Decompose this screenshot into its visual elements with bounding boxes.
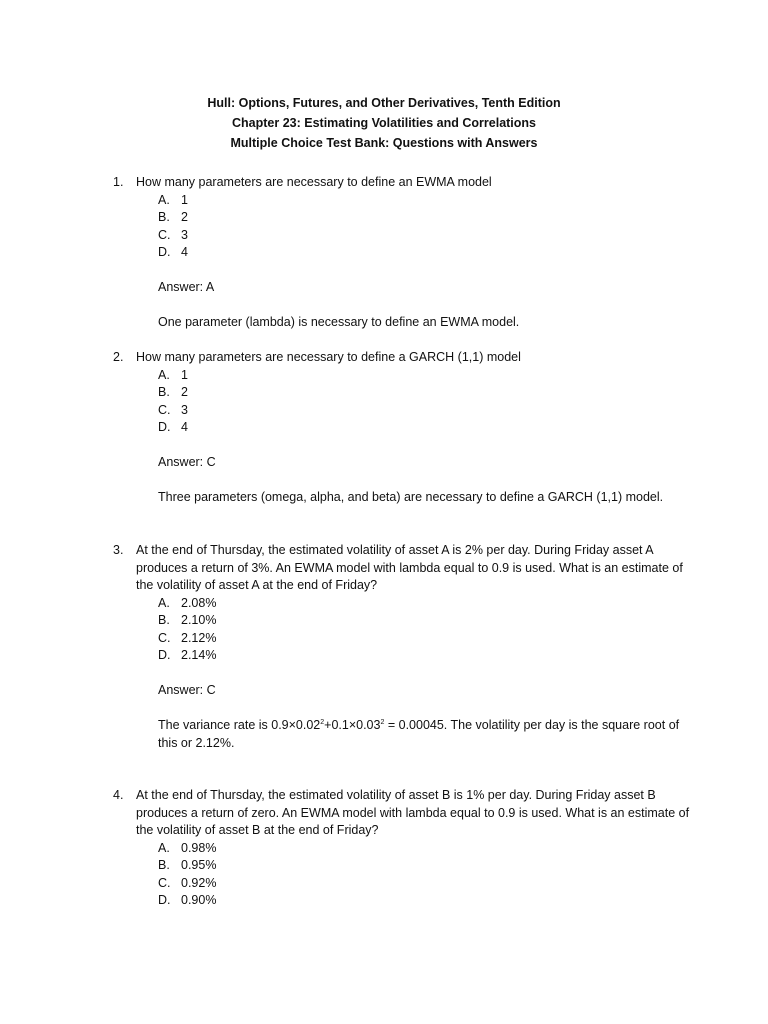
question-2 bbox=[113, 349, 713, 507]
option-b bbox=[158, 384, 713, 402]
option-letter: A. bbox=[158, 840, 170, 855]
option-text: 0.90% bbox=[181, 893, 217, 907]
option-text: 2.12% bbox=[181, 630, 217, 645]
option-letter: B. bbox=[158, 210, 170, 224]
option-list bbox=[158, 367, 713, 437]
option-list bbox=[158, 840, 713, 910]
question-4 bbox=[113, 787, 713, 922]
option-text: 2.08% bbox=[181, 595, 217, 610]
document-header bbox=[0, 93, 768, 153]
option-a bbox=[158, 192, 713, 210]
answer-explanation bbox=[158, 717, 698, 752]
option-c bbox=[158, 630, 713, 648]
question-1 bbox=[113, 174, 713, 332]
explanation-text: = 0.00045. The volatility per day is the square root of this or 2.12%. bbox=[158, 718, 680, 750]
option-text: 2 bbox=[181, 385, 188, 399]
question-text: At the end of Thursday, the estimated volatility of asset B is 1% per day. During Friday asset B produces a return of zero. An EWMA model with lambda equal to 0.9 is used. What is an estimate of the volatility of asset B at the end of Friday? bbox=[136, 788, 690, 837]
option-a bbox=[158, 367, 713, 385]
test-bank-title: Multiple Choice Test Bank: Questions with Answers bbox=[230, 136, 538, 150]
option-text: 0.92% bbox=[181, 875, 217, 890]
option-d bbox=[158, 419, 713, 437]
option-d bbox=[158, 244, 713, 262]
option-a bbox=[158, 840, 713, 858]
answer-line: Answer: A bbox=[158, 280, 215, 294]
option-text: 3 bbox=[181, 227, 188, 242]
option-text: 0.98% bbox=[181, 840, 217, 855]
option-letter: D. bbox=[158, 420, 171, 434]
option-letter: B. bbox=[158, 613, 170, 627]
option-text: 4 bbox=[181, 245, 188, 259]
option-text: 2 bbox=[181, 210, 188, 224]
book-title: Hull: Options, Futures, and Other Derivatives, Tenth Edition bbox=[207, 96, 561, 110]
option-c bbox=[158, 402, 713, 420]
question-number: 1. bbox=[113, 175, 124, 189]
option-b bbox=[158, 209, 713, 227]
option-text: 1 bbox=[181, 192, 188, 207]
option-text: 2.10% bbox=[181, 613, 217, 627]
exponent: 2 bbox=[380, 718, 385, 726]
option-letter: A. bbox=[158, 367, 170, 382]
option-list bbox=[158, 192, 713, 262]
option-d bbox=[158, 892, 713, 910]
question-text: How many parameters are necessary to define an EWMA model bbox=[136, 175, 492, 189]
question-number: 4. bbox=[113, 788, 124, 802]
option-b bbox=[158, 612, 713, 630]
chapter-title: Chapter 23: Estimating Volatilities and Correlations bbox=[232, 116, 536, 130]
option-a bbox=[158, 595, 713, 613]
option-letter: C. bbox=[158, 402, 171, 417]
answer-line: Answer: C bbox=[158, 683, 216, 697]
option-b bbox=[158, 857, 713, 875]
option-letter: D. bbox=[158, 893, 171, 907]
answer-explanation: Three parameters (omega, alpha, and beta) are necessary to define a GARCH (1,1) model. bbox=[158, 490, 664, 504]
exponent: 2 bbox=[320, 718, 325, 726]
option-letter: D. bbox=[158, 648, 171, 662]
option-c bbox=[158, 227, 713, 245]
option-text: 1 bbox=[181, 367, 188, 382]
question-text: How many parameters are necessary to define a GARCH (1,1) model bbox=[136, 350, 521, 364]
option-letter: C. bbox=[158, 227, 171, 242]
answer-line: Answer: C bbox=[158, 455, 216, 469]
option-text: 3 bbox=[181, 402, 188, 417]
option-letter: D. bbox=[158, 245, 171, 259]
option-letter: C. bbox=[158, 875, 171, 890]
option-text: 2.14% bbox=[181, 648, 217, 662]
option-c bbox=[158, 875, 713, 893]
question-number: 3. bbox=[113, 543, 124, 557]
answer-explanation: One parameter (lambda) is necessary to define an EWMA model. bbox=[158, 315, 520, 329]
question-text: At the end of Thursday, the estimated volatility of asset A is 2% per day. During Friday asset A produces a return of 3%. An EWMA model with lambda equal to 0.9 is used. What is an estimate of the volatility of asset A at the end of Friday? bbox=[136, 543, 683, 592]
option-letter: B. bbox=[158, 858, 170, 872]
option-letter: C. bbox=[158, 630, 171, 645]
option-letter: A. bbox=[158, 595, 170, 610]
option-text: 0.95% bbox=[181, 858, 217, 872]
option-letter: B. bbox=[158, 385, 170, 399]
explanation-text: +0.1×0.03 bbox=[324, 718, 381, 732]
option-text: 4 bbox=[181, 420, 188, 434]
option-list bbox=[158, 595, 713, 665]
option-d bbox=[158, 647, 713, 665]
option-letter: A. bbox=[158, 192, 170, 207]
explanation-text: The variance rate is 0.9×0.02 bbox=[158, 718, 321, 732]
question-number: 2. bbox=[113, 350, 124, 364]
question-3 bbox=[113, 542, 713, 752]
